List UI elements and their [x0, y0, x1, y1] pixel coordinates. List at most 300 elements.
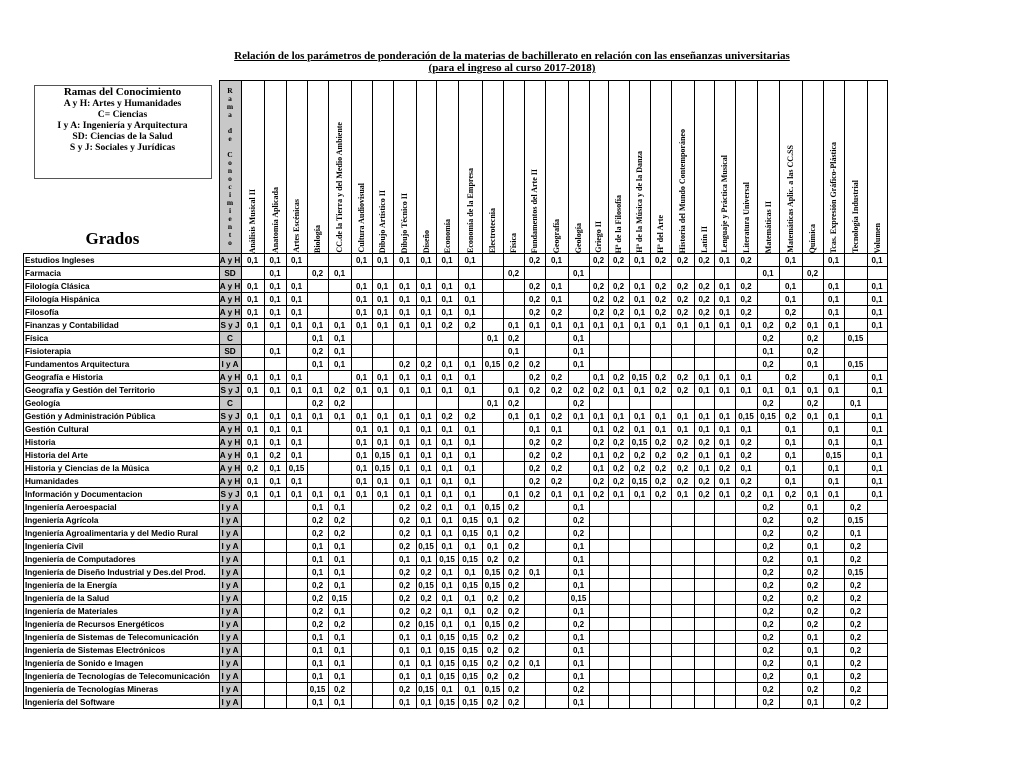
grado-name: Ingeniería Aeroespacial: [24, 501, 220, 514]
weight-cell: [241, 683, 264, 696]
weight-cell: 0,1: [393, 462, 416, 475]
weight-cell: 0,1: [568, 566, 589, 579]
weight-cell: 0,2: [482, 657, 503, 670]
weight-cell: 0,1: [568, 319, 589, 332]
weight-cell: [436, 267, 458, 280]
weight-cell: 0,2: [650, 449, 671, 462]
weight-cell: 0,2: [524, 436, 545, 449]
weight-cell: 0,1: [328, 631, 351, 644]
weight-cell: [867, 631, 887, 644]
weight-cell: [802, 306, 823, 319]
grado-name: Información y Documentacion: [24, 488, 220, 501]
weight-cell: [867, 553, 887, 566]
subject-header: [802, 81, 823, 254]
weight-cell: 0,1: [671, 319, 694, 332]
subject-header: [650, 81, 671, 254]
weight-cell: 0,1: [867, 306, 887, 319]
weight-cell: 0,1: [264, 423, 286, 436]
weight-cell: 0,2: [671, 371, 694, 384]
weight-cell: 0,2: [650, 293, 671, 306]
subject-header-label: Literatura Universal: [741, 182, 751, 253]
weight-cell: 0,15: [372, 462, 393, 475]
subject-header-label: Hª de la Música y de la Danza: [635, 151, 644, 253]
weight-cell: [372, 332, 393, 345]
weight-cell: [867, 644, 887, 657]
weight-cell: 0,1: [241, 306, 264, 319]
table-row: [24, 566, 888, 579]
weight-cell: [372, 592, 393, 605]
weight-cell: 0,1: [779, 436, 802, 449]
weight-cell: 0,1: [568, 501, 589, 514]
weight-cell: [779, 605, 802, 618]
weight-cell: 0,15: [436, 631, 458, 644]
weight-cell: [757, 280, 779, 293]
weight-cell: 0,2: [503, 540, 524, 553]
weight-cell: 0,1: [714, 319, 735, 332]
weight-cell: [671, 527, 694, 540]
subject-header-label: Volumen: [872, 222, 882, 253]
weight-cell: [264, 358, 286, 371]
weight-cell: 0,1: [482, 514, 503, 527]
weight-cell: [372, 267, 393, 280]
weight-cell: 0,1: [307, 631, 328, 644]
weight-cell: 0,1: [714, 280, 735, 293]
rama-cell: I y A: [219, 540, 241, 553]
weight-cell: [524, 501, 545, 514]
grado-name: Ingeniería de la Salud: [24, 592, 220, 605]
weight-cell: 0,1: [629, 293, 650, 306]
weight-cell: [524, 618, 545, 631]
weight-cell: 0,1: [568, 631, 589, 644]
weight-cell: [867, 267, 887, 280]
weight-cell: 0,1: [436, 475, 458, 488]
weight-cell: 0,15: [458, 553, 482, 566]
weight-cell: [757, 293, 779, 306]
weight-cell: 0,2: [503, 618, 524, 631]
weight-cell: [286, 267, 307, 280]
weight-cell: 0,2: [307, 592, 328, 605]
weight-cell: 0,1: [650, 319, 671, 332]
weight-cell: 0,1: [416, 371, 436, 384]
weight-cell: [482, 462, 503, 475]
weight-cell: 0,2: [568, 514, 589, 527]
weight-cell: [524, 345, 545, 358]
weight-cell: [241, 267, 264, 280]
weight-cell: [393, 267, 416, 280]
weight-cell: 0,1: [714, 436, 735, 449]
weight-cell: 0,15: [416, 683, 436, 696]
legend-item: SD: Ciencias de la Salud: [72, 130, 173, 142]
weight-cell: 0,2: [650, 371, 671, 384]
weight-cell: [286, 670, 307, 683]
weight-cell: 0,2: [503, 397, 524, 410]
weight-cell: 0,1: [372, 410, 393, 423]
weight-cell: [545, 618, 568, 631]
weight-cell: 0,1: [608, 488, 629, 501]
weight-cell: [694, 605, 714, 618]
weight-cell: [844, 254, 867, 267]
weight-cell: 0,1: [629, 384, 650, 397]
weight-cell: [589, 332, 608, 345]
weight-cell: [735, 527, 757, 540]
weight-cell: [589, 592, 608, 605]
weight-cell: [867, 618, 887, 631]
rama-cell: I y A: [219, 657, 241, 670]
weight-cell: 0,1: [629, 280, 650, 293]
weight-cell: 0,15: [328, 592, 351, 605]
weight-cell: 0,1: [307, 319, 328, 332]
weight-cell: [503, 280, 524, 293]
weight-cell: [867, 527, 887, 540]
weight-cell: 0,1: [714, 306, 735, 319]
weight-cell: [482, 345, 503, 358]
weight-cell: [629, 592, 650, 605]
weight-cell: [351, 670, 372, 683]
weight-cell: [286, 566, 307, 579]
weight-cell: 0,1: [589, 319, 608, 332]
weight-cell: [503, 371, 524, 384]
rama-cell: A y H: [219, 437, 241, 447]
weight-cell: [714, 397, 735, 410]
weight-cell: 0,2: [650, 384, 671, 397]
weight-cell: 0,1: [307, 488, 328, 501]
weight-cell: [757, 475, 779, 488]
weight-cell: 0,1: [867, 319, 887, 332]
weight-cell: 0,1: [328, 605, 351, 618]
rama-header-label: R a m a d e C o n o c i m i e n t o: [226, 86, 234, 247]
weight-cell: [714, 332, 735, 345]
weight-cell: [351, 358, 372, 371]
weight-cell: 0,1: [372, 371, 393, 384]
weight-cell: 0,2: [503, 514, 524, 527]
weight-cell: 0,1: [286, 280, 307, 293]
rama-cell: I y A: [219, 605, 241, 618]
weight-cell: [671, 644, 694, 657]
weight-cell: [694, 540, 714, 553]
weight-cell: 0,1: [568, 410, 589, 423]
weight-cell: 0,2: [482, 644, 503, 657]
grado-name: Gestión Cultural: [24, 423, 220, 436]
weight-cell: [694, 631, 714, 644]
weight-cell: 0,2: [393, 527, 416, 540]
rama-cell: SD: [219, 345, 241, 358]
weight-cell: [436, 397, 458, 410]
weight-cell: [802, 254, 823, 267]
weight-cell: 0,2: [264, 449, 286, 462]
weight-cell: [650, 345, 671, 358]
weight-cell: [393, 332, 416, 345]
weight-cell: [629, 345, 650, 358]
table-row: [24, 683, 888, 696]
weight-cell: [844, 384, 867, 397]
weight-cell: 0,1: [241, 423, 264, 436]
subject-header-label: Historia del Mundo Contemporáneo: [678, 128, 687, 253]
subject-header: [735, 81, 757, 254]
weight-cell: [608, 566, 629, 579]
weight-cell: 0,1: [436, 527, 458, 540]
weight-cell: [608, 670, 629, 683]
table-row: [24, 605, 888, 618]
weight-cell: 0,1: [393, 449, 416, 462]
table-row: [24, 319, 888, 332]
weight-cell: [393, 345, 416, 358]
weight-cell: 0,1: [436, 501, 458, 514]
weight-cell: [714, 618, 735, 631]
weight-cell: 0,1: [264, 280, 286, 293]
weight-cell: [608, 527, 629, 540]
weight-cell: 0,2: [458, 319, 482, 332]
weight-cell: 0,1: [416, 293, 436, 306]
weight-cell: [545, 644, 568, 657]
weight-cell: [458, 345, 482, 358]
weight-cell: 0,1: [735, 462, 757, 475]
weight-cell: 0,1: [416, 527, 436, 540]
weight-cell: 0,1: [393, 553, 416, 566]
weight-cell: 0,1: [757, 488, 779, 501]
weight-cell: [671, 514, 694, 527]
grado-name: Ingeniería de Sistemas Electrónicos: [24, 644, 220, 657]
grado-name: Ingeniería de Sonido e Imagen: [24, 657, 220, 670]
weight-cell: 0,1: [393, 306, 416, 319]
weight-cell: 0,1: [241, 449, 264, 462]
weight-cell: [629, 657, 650, 670]
weight-cell: 0,1: [328, 644, 351, 657]
table-row: [24, 644, 888, 657]
weight-cell: 0,2: [844, 501, 867, 514]
grado-name: Ingeniería de Recursos Energéticos: [24, 618, 220, 631]
subject-header-label: Análisis Musical II: [248, 188, 257, 253]
weight-cell: [286, 618, 307, 631]
grado-name: Filología Hispánica: [24, 293, 220, 306]
grado-name: Farmacia: [24, 267, 220, 280]
weight-cell: 0,15: [458, 644, 482, 657]
weight-cell: 0,1: [568, 657, 589, 670]
weight-cell: [416, 345, 436, 358]
weight-cell: 0,1: [264, 306, 286, 319]
weight-cell: [264, 566, 286, 579]
weight-cell: [735, 566, 757, 579]
weight-cell: [802, 280, 823, 293]
weight-cell: [286, 397, 307, 410]
weight-cell: [823, 527, 844, 540]
subject-header: [351, 81, 372, 254]
weight-cell: [328, 280, 351, 293]
weight-cell: [545, 332, 568, 345]
weight-cell: 0,15: [458, 579, 482, 592]
weight-cell: 0,2: [757, 332, 779, 345]
rama-cell: S y J: [220, 411, 240, 421]
weight-cell: [650, 553, 671, 566]
weight-cell: 0,1: [779, 462, 802, 475]
weight-cell: [608, 579, 629, 592]
weight-cell: [650, 683, 671, 696]
weight-cell: 0,1: [372, 319, 393, 332]
weight-cell: 0,15: [372, 449, 393, 462]
weight-cell: 0,1: [241, 371, 264, 384]
weight-cell: 0,1: [416, 462, 436, 475]
weight-cell: [307, 254, 328, 267]
weight-cell: [351, 566, 372, 579]
weight-cell: [568, 306, 589, 319]
weight-cell: [823, 644, 844, 657]
weight-cell: [264, 332, 286, 345]
weight-cell: 0,1: [393, 371, 416, 384]
weight-cell: [307, 306, 328, 319]
weight-cell: [458, 332, 482, 345]
grado-name: Ingeniería de Tecnologías de Telecomunicación: [24, 670, 220, 683]
grado-name: Ingeniería de Sistemas de Telecomunicación: [24, 631, 220, 644]
weight-cell: 0,1: [328, 579, 351, 592]
weight-cell: [524, 683, 545, 696]
weight-cell: 0,2: [757, 683, 779, 696]
weight-cell: [286, 345, 307, 358]
rama-cell: I y A: [219, 501, 241, 514]
weight-cell: 0,15: [482, 683, 503, 696]
weight-cell: 0,1: [351, 254, 372, 267]
weight-cell: 0,1: [264, 371, 286, 384]
weight-cell: [545, 566, 568, 579]
weight-cell: [351, 527, 372, 540]
weight-cell: 0,2: [328, 527, 351, 540]
weight-cell: [328, 254, 351, 267]
weight-cell: 0,2: [393, 501, 416, 514]
weight-cell: [608, 605, 629, 618]
weight-cell: 0,15: [458, 670, 482, 683]
weight-cell: 0,2: [503, 332, 524, 345]
weight-cell: [694, 553, 714, 566]
weight-cell: [694, 618, 714, 631]
grado-name: Finanzas y Contabilidad: [24, 319, 220, 332]
weight-cell: [589, 631, 608, 644]
weight-cell: 0,2: [393, 358, 416, 371]
weight-cell: 0,2: [482, 592, 503, 605]
weight-cell: [351, 514, 372, 527]
weight-cell: [608, 592, 629, 605]
rama-cell: A y H: [219, 424, 241, 434]
weight-cell: 0,2: [503, 683, 524, 696]
weight-cell: 0,1: [436, 293, 458, 306]
weight-cell: 0,1: [416, 319, 436, 332]
weight-cell: 0,1: [671, 423, 694, 436]
weight-cell: 0,2: [629, 449, 650, 462]
weight-cell: [671, 657, 694, 670]
weight-cell: 0,1: [629, 488, 650, 501]
weight-cell: 0,1: [589, 410, 608, 423]
weight-cell: [671, 670, 694, 683]
weight-cell: 0,2: [307, 618, 328, 631]
weight-cell: [482, 410, 503, 423]
table-row: [24, 423, 888, 436]
weight-cell: [608, 514, 629, 527]
weight-cell: 0,1: [802, 410, 823, 423]
weight-cell: 0,1: [779, 423, 802, 436]
weight-cell: [844, 423, 867, 436]
table-row: [24, 254, 888, 267]
table-row: [24, 514, 888, 527]
weight-cell: 0,15: [568, 592, 589, 605]
weight-cell: 0,1: [351, 306, 372, 319]
weight-cell: 0,1: [393, 384, 416, 397]
weight-cell: [351, 696, 372, 709]
weight-cell: 0,1: [867, 254, 887, 267]
weight-cell: 0,1: [458, 293, 482, 306]
subject-header-label: CC.de la Tierra y del Medio Ambiente: [335, 122, 344, 253]
table-row: [24, 527, 888, 540]
weight-cell: [286, 683, 307, 696]
weight-cell: 0,2: [844, 579, 867, 592]
table-row: [24, 475, 888, 488]
weight-cell: [328, 462, 351, 475]
weight-cell: [545, 683, 568, 696]
weight-cell: [286, 631, 307, 644]
weight-cell: [372, 553, 393, 566]
weight-cell: [524, 696, 545, 709]
weight-cell: [802, 462, 823, 475]
rama-cell: C: [219, 397, 241, 410]
subject-header: [757, 81, 779, 254]
weight-cell: [823, 657, 844, 670]
weight-cell: 0,1: [503, 410, 524, 423]
weight-cell: 0,1: [650, 410, 671, 423]
weight-cell: 0,2: [393, 579, 416, 592]
subject-header: [671, 81, 694, 254]
weight-cell: [241, 592, 264, 605]
weight-cell: [372, 683, 393, 696]
weight-cell: [458, 267, 482, 280]
weight-cell: 0,2: [714, 462, 735, 475]
weight-cell: 0,2: [393, 540, 416, 553]
weight-cell: [545, 501, 568, 514]
weight-cell: 0,1: [393, 280, 416, 293]
subject-header: [608, 81, 629, 254]
rama-cell: I y A: [219, 592, 241, 605]
weight-cell: 0,2: [545, 410, 568, 423]
weight-cell: 0,15: [482, 501, 503, 514]
weight-cell: [671, 358, 694, 371]
weight-cell: 0,1: [802, 696, 823, 709]
weight-cell: [482, 306, 503, 319]
weight-cell: [372, 540, 393, 553]
weight-cell: [694, 657, 714, 670]
weight-cell: 0,1: [328, 566, 351, 579]
weight-cell: [393, 397, 416, 410]
weight-cell: [436, 345, 458, 358]
grado-name: Física: [24, 332, 220, 345]
table-row: [24, 462, 888, 475]
weight-cell: [286, 644, 307, 657]
weight-cell: [650, 527, 671, 540]
weight-cell: [650, 397, 671, 410]
table-row: [24, 501, 888, 514]
weight-cell: 0,1: [458, 540, 482, 553]
weight-cell: 0,2: [503, 501, 524, 514]
weight-cell: 0,2: [757, 566, 779, 579]
weight-cell: [286, 579, 307, 592]
weight-cell: 0,2: [694, 488, 714, 501]
weight-cell: 0,1: [307, 657, 328, 670]
weight-cell: [779, 332, 802, 345]
weight-cell: 0,2: [568, 397, 589, 410]
weight-cell: 0,2: [503, 605, 524, 618]
weight-cell: 0,15: [458, 657, 482, 670]
weight-cell: 0,2: [694, 306, 714, 319]
weight-cell: [608, 397, 629, 410]
weight-cell: [264, 397, 286, 410]
weight-cell: 0,2: [608, 306, 629, 319]
weight-cell: [694, 397, 714, 410]
weight-cell: 0,2: [393, 605, 416, 618]
weight-cell: [650, 540, 671, 553]
